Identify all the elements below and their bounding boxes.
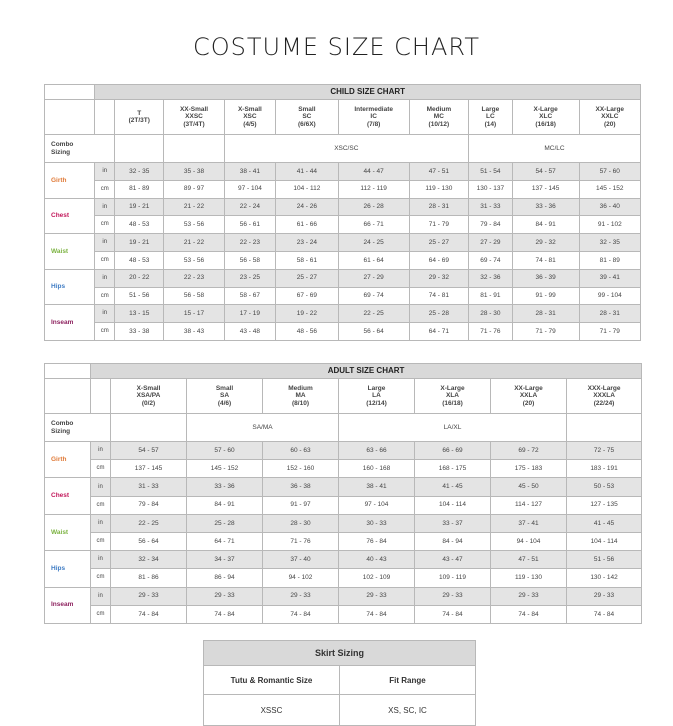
combo-sizing-value: MC/LC	[468, 135, 640, 163]
measurement-value: 29 - 33	[187, 587, 263, 605]
measurement-value: 79 - 84	[111, 496, 187, 514]
measurement-value: 39 - 41	[579, 269, 640, 287]
unit-label: cm	[91, 605, 111, 623]
measurement-value: 53 - 56	[164, 216, 224, 234]
measurement-value: 91 - 102	[579, 216, 640, 234]
measurement-value: 51 - 54	[468, 163, 512, 181]
measurement-value: 36 - 38	[263, 478, 339, 496]
unit-label: in	[91, 514, 111, 532]
measurement-value: 74 - 84	[339, 605, 415, 623]
measurement-label: Inseam	[45, 587, 91, 623]
skirt-col-header: Tutu & Romantic Size	[204, 666, 340, 695]
unit-label: in	[95, 234, 115, 252]
measurement-value: 145 - 152	[579, 180, 640, 198]
measurement-value: 43 - 48	[224, 323, 275, 341]
adult-chart-title: ADULT SIZE CHART	[91, 364, 642, 379]
measurement-value: 72 - 75	[567, 442, 642, 460]
measurement-value: 130 - 142	[567, 569, 642, 587]
unit-label: cm	[91, 532, 111, 550]
measurement-value: 64 - 71	[187, 532, 263, 550]
combo-sizing-label: Combo Sizing	[45, 135, 115, 163]
measurement-value: 17 - 19	[224, 305, 275, 323]
table-row	[45, 305, 641, 323]
measurement-value: 104 - 112	[276, 180, 338, 198]
measurement-value: 28 - 30	[468, 305, 512, 323]
combo-spacer	[111, 414, 187, 442]
measurement-value: 41 - 44	[276, 163, 338, 181]
combo-sizing-value: XSC/SC	[224, 135, 468, 163]
measurement-value: 31 - 33	[468, 198, 512, 216]
measurement-value: 32 - 34	[111, 551, 187, 569]
measurement-label: Chest	[45, 478, 91, 514]
unit-label: cm	[95, 287, 115, 305]
measurement-value: 28 - 31	[579, 305, 640, 323]
child-size-header: Medium MC (10/12)	[409, 100, 468, 135]
measurement-value: 26 - 28	[338, 198, 409, 216]
table-row	[45, 216, 641, 234]
adult-size-header: XX-Large XXLA (20)	[491, 379, 567, 414]
skirt-col-header: Fit Range	[340, 666, 476, 695]
measurement-value: 109 - 119	[415, 569, 491, 587]
combo-sizing-value: SA/MA	[187, 414, 339, 442]
measurement-value: 76 - 84	[339, 532, 415, 550]
measurement-value: 51 - 56	[567, 551, 642, 569]
adult-size-header: XXX-Large XXXLA (22/24)	[567, 379, 642, 414]
measurement-value: 119 - 130	[409, 180, 468, 198]
measurement-value: 48 - 56	[276, 323, 338, 341]
measurement-value: 81 - 89	[579, 251, 640, 269]
measurement-value: 22 - 24	[224, 198, 275, 216]
measurement-value: 71 - 79	[512, 323, 579, 341]
measurement-value: 29 - 33	[263, 587, 339, 605]
measurement-value: 56 - 64	[338, 323, 409, 341]
skirt-sizing-table	[203, 640, 476, 726]
measurement-value: 22 - 25	[111, 514, 187, 532]
measurement-value: 37 - 40	[263, 551, 339, 569]
measurement-value: 53 - 56	[164, 251, 224, 269]
measurement-value: 94 - 102	[263, 569, 339, 587]
measurement-value: 74 - 81	[409, 287, 468, 305]
measurement-value: 48 - 53	[115, 251, 164, 269]
skirt-fit-value: XS, SC, IC	[340, 695, 476, 726]
measurement-value: 74 - 84	[491, 605, 567, 623]
measurement-value: 47 - 51	[409, 163, 468, 181]
measurement-value: 81 - 86	[111, 569, 187, 587]
measurement-value: 61 - 64	[338, 251, 409, 269]
combo-spacer	[567, 414, 642, 442]
measurement-value: 29 - 32	[409, 269, 468, 287]
measurement-value: 74 - 84	[263, 605, 339, 623]
measurement-value: 175 - 183	[491, 460, 567, 478]
measurement-value: 27 - 29	[338, 269, 409, 287]
table-row	[45, 442, 642, 460]
measurement-value: 67 - 69	[276, 287, 338, 305]
skirt-sizing-title: Skirt Sizing	[204, 641, 476, 666]
measurement-value: 130 - 137	[468, 180, 512, 198]
table-row	[45, 163, 641, 181]
measurement-value: 13 - 15	[115, 305, 164, 323]
measurement-value: 19 - 22	[276, 305, 338, 323]
measurement-value: 29 - 33	[491, 587, 567, 605]
measurement-value: 35 - 38	[164, 163, 224, 181]
measurement-value: 36 - 39	[512, 269, 579, 287]
measurement-label: Hips	[45, 551, 91, 587]
unit-label: in	[91, 587, 111, 605]
measurement-value: 74 - 81	[512, 251, 579, 269]
measurement-value: 43 - 47	[415, 551, 491, 569]
unit-label: in	[95, 269, 115, 287]
table-row	[45, 605, 642, 623]
measurement-value: 81 - 89	[115, 180, 164, 198]
measurement-value: 104 - 114	[415, 496, 491, 514]
measurement-value: 99 - 104	[579, 287, 640, 305]
child-size-header: X-Large XLC (16/18)	[512, 100, 579, 135]
child-size-header: Intermediate IC (7/8)	[338, 100, 409, 135]
measurement-value: 89 - 97	[164, 180, 224, 198]
measurement-value: 22 - 23	[164, 269, 224, 287]
measurement-value: 66 - 71	[338, 216, 409, 234]
measurement-value: 25 - 27	[276, 269, 338, 287]
unit-label: in	[95, 198, 115, 216]
measurement-value: 137 - 145	[512, 180, 579, 198]
child-size-header: T (2T/3T)	[115, 100, 164, 135]
measurement-value: 28 - 31	[512, 305, 579, 323]
measurement-value: 137 - 145	[111, 460, 187, 478]
measurement-value: 74 - 84	[111, 605, 187, 623]
measurement-value: 69 - 72	[491, 442, 567, 460]
measurement-value: 54 - 57	[512, 163, 579, 181]
unit-label: cm	[95, 251, 115, 269]
table-row	[45, 587, 642, 605]
measurement-value: 28 - 31	[409, 198, 468, 216]
combo-sizing-value: LA/XL	[339, 414, 567, 442]
measurement-value: 74 - 84	[567, 605, 642, 623]
table-row	[45, 251, 641, 269]
measurement-label: Girth	[45, 442, 91, 478]
measurement-value: 50 - 53	[567, 478, 642, 496]
measurement-value: 74 - 84	[187, 605, 263, 623]
measurement-value: 61 - 66	[276, 216, 338, 234]
table-row	[45, 287, 641, 305]
measurement-value: 71 - 79	[579, 323, 640, 341]
table-row	[45, 269, 641, 287]
measurement-value: 31 - 33	[111, 478, 187, 496]
skirt-size-value: XSSC	[204, 695, 340, 726]
measurement-value: 36 - 40	[579, 198, 640, 216]
unit-label: cm	[95, 216, 115, 234]
measurement-value: 112 - 119	[338, 180, 409, 198]
measurement-value: 97 - 104	[224, 180, 275, 198]
page-title: COSTUME SIZE CHART	[193, 33, 480, 61]
combo-sizing-label: Combo Sizing	[45, 414, 111, 442]
measurement-value: 56 - 64	[111, 532, 187, 550]
measurement-value: 56 - 58	[224, 251, 275, 269]
unit-label: cm	[91, 496, 111, 514]
measurement-value: 127 - 135	[567, 496, 642, 514]
measurement-value: 25 - 28	[409, 305, 468, 323]
measurement-value: 71 - 76	[468, 323, 512, 341]
table-row	[45, 532, 642, 550]
measurement-value: 23 - 25	[224, 269, 275, 287]
unit-label: in	[91, 551, 111, 569]
table-row	[45, 460, 642, 478]
measurement-value: 33 - 38	[115, 323, 164, 341]
measurement-label: Chest	[45, 198, 95, 234]
measurement-value: 41 - 45	[567, 514, 642, 532]
table-row	[45, 234, 641, 252]
measurement-value: 32 - 35	[115, 163, 164, 181]
measurement-value: 21 - 22	[164, 198, 224, 216]
measurement-value: 41 - 45	[415, 478, 491, 496]
measurement-value: 94 - 104	[491, 532, 567, 550]
combo-spacer	[164, 135, 224, 163]
measurement-value: 22 - 23	[224, 234, 275, 252]
measurement-value: 24 - 25	[338, 234, 409, 252]
measurement-value: 47 - 51	[491, 551, 567, 569]
adult-size-header: Large LA (12/14)	[339, 379, 415, 414]
unit-label: in	[91, 442, 111, 460]
measurement-value: 29 - 33	[567, 587, 642, 605]
measurement-value: 33 - 36	[187, 478, 263, 496]
measurement-value: 84 - 94	[415, 532, 491, 550]
child-size-header: XX-Small XXSC (3T/4T)	[164, 100, 224, 135]
unit-label: in	[91, 478, 111, 496]
measurement-value: 64 - 69	[409, 251, 468, 269]
measurement-value: 84 - 91	[512, 216, 579, 234]
measurement-value: 25 - 27	[409, 234, 468, 252]
measurement-value: 19 - 21	[115, 234, 164, 252]
measurement-value: 56 - 61	[224, 216, 275, 234]
measurement-value: 21 - 22	[164, 234, 224, 252]
measurement-value: 183 - 191	[567, 460, 642, 478]
measurement-value: 37 - 41	[491, 514, 567, 532]
adult-size-header: Medium MA (8/10)	[263, 379, 339, 414]
measurement-value: 114 - 127	[491, 496, 567, 514]
child-size-table	[44, 84, 641, 341]
measurement-value: 91 - 97	[263, 496, 339, 514]
measurement-value: 33 - 37	[415, 514, 491, 532]
measurement-value: 29 - 33	[111, 587, 187, 605]
measurement-value: 38 - 41	[224, 163, 275, 181]
measurement-value: 74 - 84	[415, 605, 491, 623]
table-row	[45, 514, 642, 532]
measurement-value: 34 - 37	[187, 551, 263, 569]
measurement-value: 30 - 33	[339, 514, 415, 532]
measurement-value: 71 - 79	[409, 216, 468, 234]
measurement-value: 91 - 99	[512, 287, 579, 305]
measurement-value: 38 - 43	[164, 323, 224, 341]
measurement-label: Hips	[45, 269, 95, 305]
measurement-value: 51 - 56	[115, 287, 164, 305]
unit-label: cm	[95, 323, 115, 341]
unit-label: cm	[91, 569, 111, 587]
measurement-value: 32 - 35	[579, 234, 640, 252]
measurement-value: 66 - 69	[415, 442, 491, 460]
measurement-value: 168 - 175	[415, 460, 491, 478]
table-row	[45, 551, 642, 569]
table-row	[45, 198, 641, 216]
measurement-value: 69 - 74	[338, 287, 409, 305]
measurement-value: 69 - 74	[468, 251, 512, 269]
unit-label: cm	[95, 180, 115, 198]
measurement-value: 79 - 84	[468, 216, 512, 234]
unit-label: in	[95, 305, 115, 323]
measurement-value: 54 - 57	[111, 442, 187, 460]
measurement-value: 29 - 32	[512, 234, 579, 252]
measurement-value: 45 - 50	[491, 478, 567, 496]
measurement-value: 28 - 30	[263, 514, 339, 532]
measurement-value: 56 - 58	[164, 287, 224, 305]
measurement-label: Girth	[45, 163, 95, 199]
table-row	[45, 323, 641, 341]
measurement-value: 32 - 36	[468, 269, 512, 287]
child-measure-rows	[45, 163, 641, 341]
measurement-value: 19 - 21	[115, 198, 164, 216]
measurement-value: 29 - 33	[415, 587, 491, 605]
measurement-value: 15 - 17	[164, 305, 224, 323]
measurement-value: 40 - 43	[339, 551, 415, 569]
measurement-value: 84 - 91	[187, 496, 263, 514]
child-chart-title: CHILD SIZE CHART	[95, 85, 641, 100]
child-size-header: X-Small XSC (4/5)	[224, 100, 275, 135]
child-size-header: Small SC (6/6X)	[276, 100, 338, 135]
measurement-value: 25 - 28	[187, 514, 263, 532]
measurement-value: 33 - 36	[512, 198, 579, 216]
adult-size-table	[44, 363, 642, 624]
measurement-value: 24 - 26	[276, 198, 338, 216]
measurement-value: 81 - 91	[468, 287, 512, 305]
measurement-value: 57 - 60	[579, 163, 640, 181]
measurement-value: 60 - 63	[263, 442, 339, 460]
child-size-header: Large LC (14)	[468, 100, 512, 135]
measurement-value: 64 - 71	[409, 323, 468, 341]
measurement-value: 57 - 60	[187, 442, 263, 460]
measurement-value: 22 - 25	[338, 305, 409, 323]
measurement-value: 119 - 130	[491, 569, 567, 587]
measurement-value: 38 - 41	[339, 478, 415, 496]
measurement-value: 20 - 22	[115, 269, 164, 287]
measurement-value: 104 - 114	[567, 532, 642, 550]
table-row	[45, 478, 642, 496]
measurement-value: 58 - 67	[224, 287, 275, 305]
measurement-value: 27 - 29	[468, 234, 512, 252]
measurement-value: 48 - 53	[115, 216, 164, 234]
measurement-value: 71 - 76	[263, 532, 339, 550]
measurement-value: 29 - 33	[339, 587, 415, 605]
adult-size-header: Small SA (4/6)	[187, 379, 263, 414]
measurement-value: 102 - 109	[339, 569, 415, 587]
measurement-value: 145 - 152	[187, 460, 263, 478]
table-row	[45, 496, 642, 514]
measurement-value: 63 - 66	[339, 442, 415, 460]
table-row	[45, 569, 642, 587]
table-row	[45, 180, 641, 198]
measurement-value: 152 - 160	[263, 460, 339, 478]
measurement-label: Waist	[45, 514, 91, 550]
measurement-value: 160 - 168	[339, 460, 415, 478]
measurement-value: 44 - 47	[338, 163, 409, 181]
measurement-value: 58 - 61	[276, 251, 338, 269]
measurement-label: Inseam	[45, 305, 95, 341]
adult-measure-rows	[45, 442, 642, 624]
child-size-header: XX-Large XXLC (20)	[579, 100, 640, 135]
measurement-value: 97 - 104	[339, 496, 415, 514]
adult-size-header: X-Large XLA (16/18)	[415, 379, 491, 414]
combo-spacer	[115, 135, 164, 163]
measurement-value: 86 - 94	[187, 569, 263, 587]
adult-size-header: X-Small XSA/PA (0/2)	[111, 379, 187, 414]
unit-label: in	[95, 163, 115, 181]
unit-label: cm	[91, 460, 111, 478]
measurement-label: Waist	[45, 234, 95, 270]
measurement-value: 23 - 24	[276, 234, 338, 252]
